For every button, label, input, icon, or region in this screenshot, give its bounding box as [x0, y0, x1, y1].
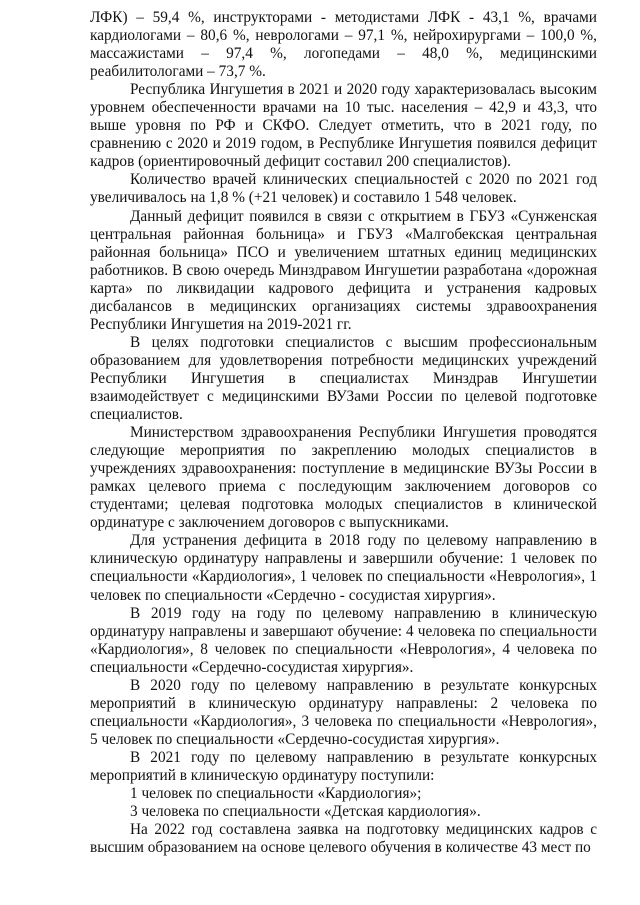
paragraph-doctor-provision: Республика Ингушетия в 2021 и 2020 году характеризовалась высоким уровнем обеспеченности врачами на 10 тыс. населения – 42,9 и 43,3, что выше уровня по РФ и СКФО. Следует отметить, что в 2021 году, по сравнению с 2020 и 2019 годом, в Республике Ингушетия появился дефицит кадров (ориентировочный дефицит составил 200 специалистов).	[90, 81, 597, 171]
paragraph-continuation: ЛФК) – 59,4 %, инструкторами - методистами ЛФК - 43,1 %, врачами кардиологами – 80,6 %, неврологами – 97,1 %, нейрохирургами – 100,0 %, массажистами – 97,4 %, логопедами – 48,0 %, медицинскими реабилитологами – 73,7 %.	[90, 9, 597, 81]
paragraph-2020: В 2020 году по целевому направлению в результате конкурсных мероприятий в клиническую ординатуру направлены: 2 человека по специальности «Кардиология», 3 человека по специальности «Неврология», 5 человек по специальности «Сердечно-сосудистая хирургия».	[90, 676, 597, 748]
paragraph-ministry-measures: Министерством здравоохранения Республики Ингушетия проводятся следующие мероприятия по закреплению молодых специалистов в учреждениях здравоохранения: поступление в медицинские ВУЗы России в рамках целевого приема с последующим заключением договоров со студентами; целевая подготовка молодых специалистов в клинической ординатуре с заключением договоров с выпускниками.	[90, 424, 597, 532]
paragraph-training-goals: В целях подготовки специалистов с высшим профессиональным образованием для удовлетворения потребности медицинских учреждений Республики Ингушетия в специалистах Минздрав Ингушетии взаимодействует с медицинскими ВУЗами России по целевой подготовке специалистов.	[90, 333, 597, 424]
list-item-pediatric-cardiology: 3 человека по специальности «Детская кардиология».	[130, 803, 481, 821]
document-body	[90, 9, 597, 857]
paragraph-doctor-count: Количество врачей клинических специальностей с 2020 по 2021 год увеличивалось на 1,8 % (+21 человек) и составило 1 548 человек.	[90, 171, 597, 207]
paragraph-2018: Для устранения дефицита в 2018 году по целевому направлению в клиническую ординатуру направлены и завершили обучение: 1 человек по специальности «Кардиология», 1 человек по специальности «Неврология», 1 человек по специальности «Сердечно - сосудистая хирургия».	[90, 532, 597, 604]
paragraph-2021: В 2021 году по целевому направлению в результате конкурсных мероприятий в клиническую ординатуру поступили:	[90, 748, 597, 784]
paragraph-2019: В 2019 году на году по целевому направлению в клиническую ординатуру направлены и завершают обучение: 4 человека по специальности «Кардиология», 8 человек по специальности «Неврология», 4 человека по специальности «Сердечно-сосудистая хирургия».	[90, 604, 597, 676]
paragraph-deficit-reason: Данный дефицит появился в связи с открытием в ГБУЗ «Сунженская центральная районная больница» и ГБУЗ «Малгобекская центральная районная больница» ПСО и увеличением штатных единиц медицинских работников. В свою очередь Минздравом Ингушетии разработана «дорожная карта» по ликвидации кадрового дефицита и устранения кадровых дисбалансов в медицинских организациях системы здравоохранения Республики Ингушетия на 2019-2021 гг.	[90, 207, 597, 333]
paragraph-2022: На 2022 год составлена заявка на подготовку медицинских кадров с высшим образованием на основе целевого обучения в количестве 43 мест по	[90, 821, 597, 857]
list-item-cardiology: 1 человек по специальности «Кардиология»;	[130, 785, 422, 803]
